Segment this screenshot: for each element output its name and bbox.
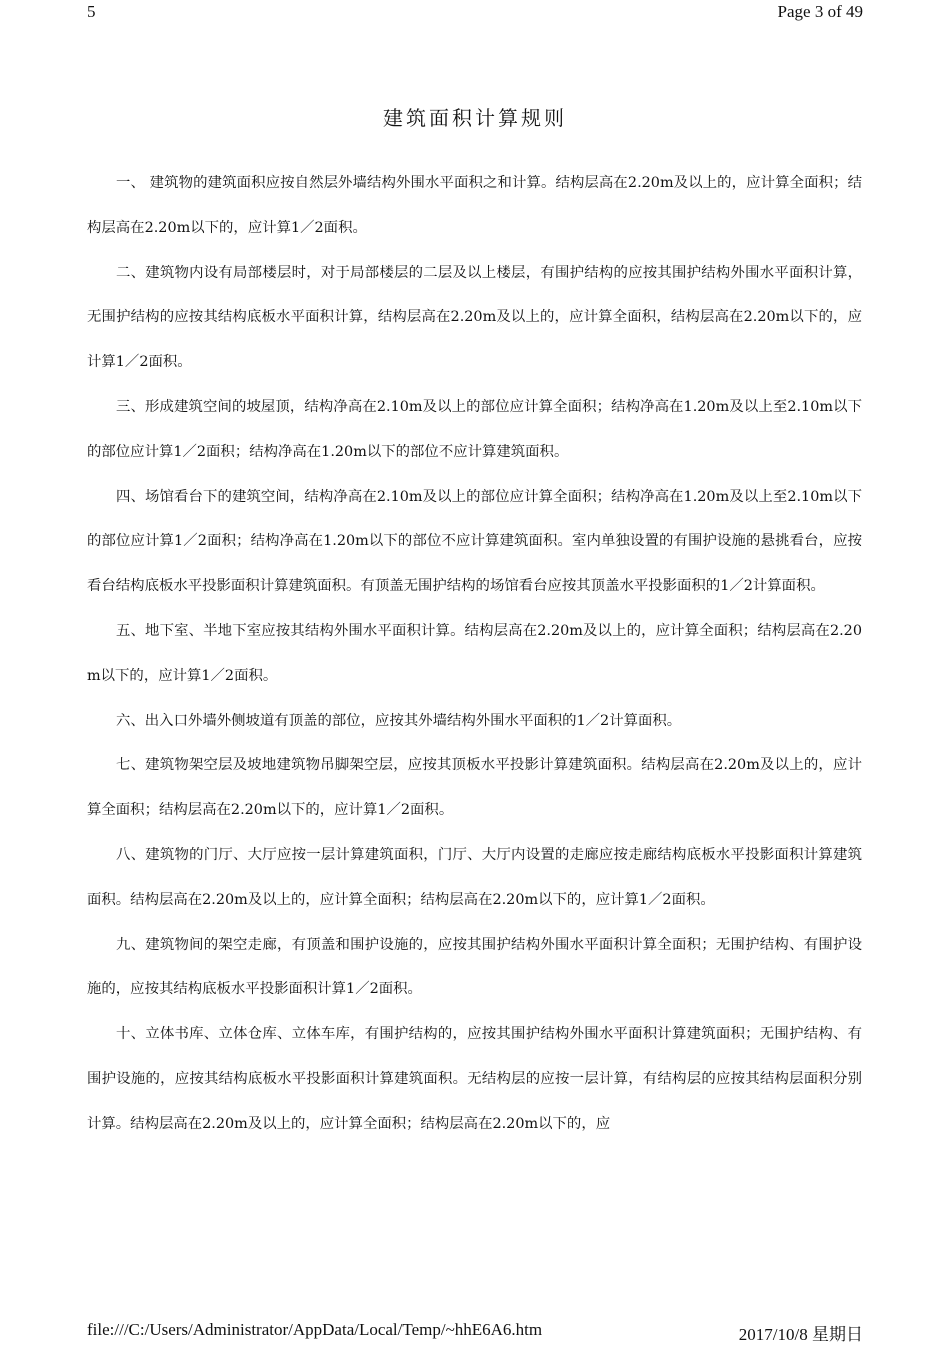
rule-paragraph-3: 三、形成建筑空间的坡屋顶，结构净高在2.10m及以上的部位应计算全面积；结构净高在1.20m及以上至2.10m以下的部位应计算1／2面积；结构净高在1.20m以下的部位不应计算建筑面积。 bbox=[87, 398, 862, 460]
rule-paragraph-2: 二、建筑物内设有局部楼层时，对于局部楼层的二层及以上楼层，有围护结构的应按其围护结构外围水平面积计算，无围护结构的应按其结构底板水平面积计算，结构层高在2.20m及以上的，应计算全面积，结构层高在2.20m以下的，应计算1／2面积。 bbox=[87, 264, 862, 371]
header-page-counter: Page 3 of 49 bbox=[777, 2, 863, 21]
footer-file-path: file:///C:/Users/Administrator/AppData/Local/Temp/~hhE6A6.htm bbox=[87, 1320, 543, 1339]
rule-paragraph-7: 七、建筑物架空层及坡地建筑物吊脚架空层，应按其顶板水平投影计算建筑面积。结构层高在2.20m及以上的，应计算全面积；结构层高在2.20m以下的，应计算1／2面积。 bbox=[87, 757, 862, 819]
document-body bbox=[87, 161, 862, 1147]
rule-paragraph-5: 五、地下室、半地下室应按其结构外围水平面积计算。结构层高在2.20m及以上的，应计算全面积；结构层高在2.20m以下的，应计算1／2面积。 bbox=[87, 622, 862, 684]
rule-paragraph-9: 九、建筑物间的架空走廊，有顶盖和围护设施的，应按其围护结构外围水平面积计算全面积；无围护结构、有围护设施的，应按其结构底板水平投影面积计算1／2面积。 bbox=[87, 936, 862, 998]
rule-paragraph-6: 六、出入口外墙外侧坡道有顶盖的部位，应按其外墙结构外围水平面积的1／2计算面积。 bbox=[116, 712, 682, 729]
header-page-number: 5 bbox=[87, 2, 96, 21]
rule-paragraph-4: 四、场馆看台下的建筑空间，结构净高在2.10m及以上的部位应计算全面积；结构净高在1.20m及以上至2.10m以下的部位应计算1／2面积；结构净高在1.20m以下的部位不应计算建筑面积。室内单独设置的有围护设施的悬挑看台，应按看台结构底板水平投影面积计算建筑面积。有顶盖无围护结构的场馆看台应按其顶盖水平投影面积的1／2计算面积。 bbox=[87, 488, 862, 595]
rule-paragraph-10: 十、立体书库、立体仓库、立体车库，有围护结构的，应按其围护结构外围水平面积计算建筑面积；无围护结构、有围护设施的，应按其结构底板水平投影面积计算建筑面积。无结构层的应按一层计算，有结构层的应按其结构层面积分别计算。结构层高在2.20m及以上的，应计算全面积；结构层高在2.20m以下的，应 bbox=[87, 1026, 862, 1132]
footer-print-date: 2017/10/8 星期日 bbox=[738, 1325, 863, 1344]
document-title: 建筑面积计算规则 bbox=[383, 106, 567, 130]
print-footer bbox=[0, 1318, 950, 1345]
print-header bbox=[0, 0, 950, 30]
rule-paragraph-1: 一、 建筑物的建筑面积应按自然层外墙结构外围水平面积之和计算。结构层高在2.20m及以上的，应计算全面积；结构层高在2.20m以下的，应计算1／2面积。 bbox=[87, 175, 862, 236]
rule-paragraph-8: 八、建筑物的门厅、大厅应按一层计算建筑面积，门厅、大厅内设置的走廊应按走廊结构底板水平投影面积计算建筑面积。结构层高在2.20m及以上的，应计算全面积；结构层高在2.20m以下的，应计算1／2面积。 bbox=[87, 846, 862, 908]
